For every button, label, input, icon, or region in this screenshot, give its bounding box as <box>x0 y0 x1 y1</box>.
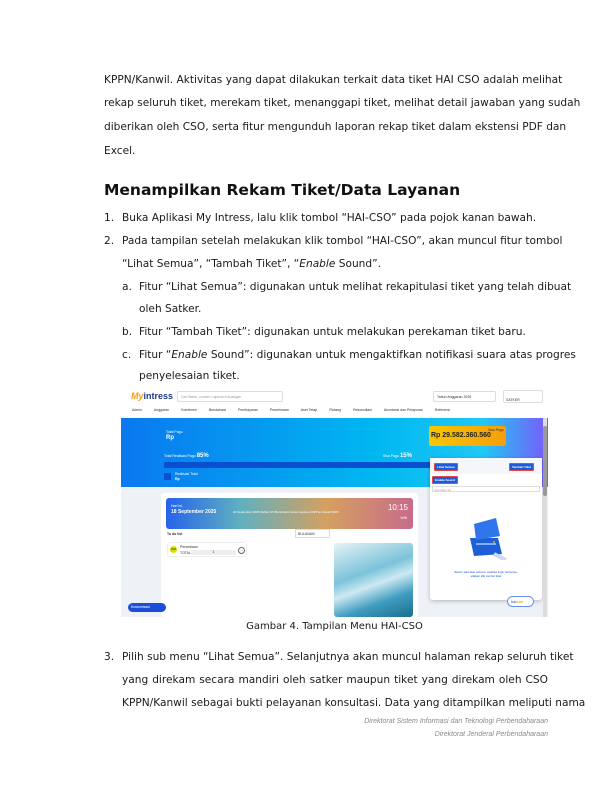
sub-c-text <box>139 348 576 362</box>
text: Sound”. <box>335 258 381 270</box>
nav-item[interactable]: Anggaran <box>153 408 170 412</box>
lihat-semua-button[interactable]: Lihat Semua <box>434 463 458 471</box>
step-3-text: KPPN/Kanwil sebagai bukti pelayanan konsultasi. Data yang ditampilkan meliputi nama <box>122 697 586 709</box>
todo-item-sub: TOTAL <box>180 551 191 555</box>
todo-count: 1 <box>191 550 236 555</box>
section-heading: Menampilkan Rekam Tiket/Data Layanan <box>104 181 461 199</box>
current-date: 18 September 2025 <box>171 509 217 515</box>
step-2-text <box>122 257 381 271</box>
text-line: Excel. <box>104 145 136 157</box>
step-number: 1. <box>104 212 115 224</box>
announcement: 22 September 2025 Daftar LPJ Bendahara bulan Agustus 2025 ke Kanwil DJPb <box>233 510 339 514</box>
todo-item[interactable] <box>167 542 247 557</box>
empty-message: Belum ada tiket terbaru. Apabila ingin bertanya, silakan klik tombol tiket <box>454 570 518 578</box>
ticket-search-input[interactable]: Cari tiket-mu <box>432 486 540 492</box>
sub-c-text: penyelesaian tiket. <box>139 370 240 382</box>
step-number: 3. <box>104 651 115 663</box>
footer-line: Direktorat Sistem Informasi dan Teknologi Perbendaharaan <box>364 718 548 725</box>
realisasi-total-value: Rp <box>175 477 180 481</box>
text-italic: Enable <box>299 258 336 270</box>
text-line: KPPN/Kanwil. Aktivitas yang dapat dilakukan terkait data tiket HAI CSO adalah melihat <box>104 74 563 86</box>
todo-filter-select[interactable]: BULANAN <box>295 529 330 538</box>
nav-item[interactable]: Rekonsiliasi <box>353 408 372 412</box>
total-pagu-value: Rp <box>166 435 174 441</box>
wave-image <box>334 543 413 617</box>
nav-item[interactable]: Penerimaan <box>269 408 289 412</box>
nav-item[interactable]: Piutang <box>329 408 342 412</box>
user-label: SATKER <box>506 398 520 402</box>
fiscal-year-select[interactable]: Tahun Anggaran 2025 <box>433 391 496 402</box>
text-line: rekap seluruh tiket, merekam tiket, menanggapi tiket, melihat detail jawaban yang sudah <box>104 97 581 109</box>
enable-sound-button[interactable]: Enable Sound <box>432 476 458 484</box>
menu-search-input[interactable]: Cari Menu, contoh: Laporan Keuangan <box>177 391 283 402</box>
arrow-right-icon[interactable]: → <box>239 548 244 552</box>
clock-time: 10:15 <box>387 503 408 512</box>
text: Sound”: digunakan untuk mengaktifkan notifikasi suara atas progres <box>207 349 576 361</box>
sub-letter: a. <box>122 281 132 293</box>
todo-title: To do list <box>167 532 183 536</box>
scrollbar[interactable] <box>543 418 547 617</box>
realisasi-progress-bar <box>164 462 434 468</box>
step-3-text: yang direkam secara mandiri oleh satker maupun tiket yang direkam oleh CSO <box>122 674 548 686</box>
sub-a-text: Fitur “Lihat Semua”: digunakan untuk melihat rekapitulasi tiket yang telah dibuat <box>139 281 572 293</box>
step-1-text: Buka Aplikasi My Intress, lalu klik tombol “HAI-CSO” pada pojok kanan bawah. <box>122 212 537 224</box>
text-italic: Enable <box>171 349 208 361</box>
sub-letter: c. <box>122 349 132 361</box>
nav-item[interactable]: Bendahara <box>208 408 227 412</box>
total-pagu-label: Total Pagu <box>166 430 183 434</box>
step-2-text: Pada tampilan setelah melakukan klik tombol “HAI-CSO”, akan muncul fitur tombol <box>122 235 563 247</box>
step-3-text: Pilih sub menu “Lihat Semua”. Selanjutnya akan muncul halaman rekap seluruh tiket <box>122 651 574 663</box>
figure-caption: Gambar 4. Tampilan Menu HAI-CSO <box>246 621 423 632</box>
nav-item[interactable]: Aset Tetap <box>300 408 318 412</box>
app-logo: Myintress <box>131 391 174 401</box>
hai-cso-screenshot <box>121 386 548 617</box>
sisa-pct: Sisa Pagu 15% <box>383 453 412 459</box>
text: “Lihat Semua”, “Tambah Tiket”, “ <box>122 258 300 270</box>
sub-a-text: oleh Satker. <box>139 303 202 315</box>
date-banner <box>166 498 413 529</box>
nav-item[interactable]: Akuntansi dan Pelaporan <box>383 408 423 412</box>
todo-item-name: Persediaan <box>180 545 198 549</box>
sub-letter: b. <box>122 326 133 338</box>
realisasi-label: Total Realisasi Pagu 85% <box>164 453 209 459</box>
text-line: diberikan oleh CSO, serta fitur mengunduh laporan rekap tiket dalam ekstensi PDF dan <box>104 121 567 133</box>
nav-item[interactable]: Admin <box>132 408 142 412</box>
greeting: Hari ini, <box>171 504 183 508</box>
text: Fitur “ <box>139 349 172 361</box>
kustomisasi-button[interactable]: Kustomisasi <box>128 603 166 612</box>
timezone: WIB <box>400 516 407 520</box>
sisa-pagu-label: Sisa Pagu <box>488 428 504 432</box>
nav-item[interactable]: Referensi <box>434 408 450 412</box>
tambah-tiket-button[interactable]: Tambah Tiket <box>509 463 534 471</box>
empty-chest-illustration <box>464 516 508 560</box>
sisa-pagu-card <box>429 426 506 446</box>
realisasi-icon <box>164 473 171 480</box>
main-nav <box>132 408 462 412</box>
sisa-pagu-value: Rp 29.582.360.560 <box>431 432 491 439</box>
user-menu[interactable] <box>503 390 543 403</box>
sub-b-text: Fitur “Tambah Tiket”: digunakan untuk melakukan perekaman tiket baru. <box>139 326 526 338</box>
todo-badge: PER <box>170 548 177 551</box>
realisasi-total-label: Realisasi Total <box>175 472 198 476</box>
step-number: 2. <box>104 235 115 247</box>
nav-item[interactable]: Pembayaran <box>238 408 258 412</box>
nav-item[interactable]: Komitmen <box>181 408 197 412</box>
hai-cso-button[interactable]: haicso <box>507 596 534 607</box>
footer-line: Direktorat Jenderal Perbendaharaan <box>434 731 548 738</box>
